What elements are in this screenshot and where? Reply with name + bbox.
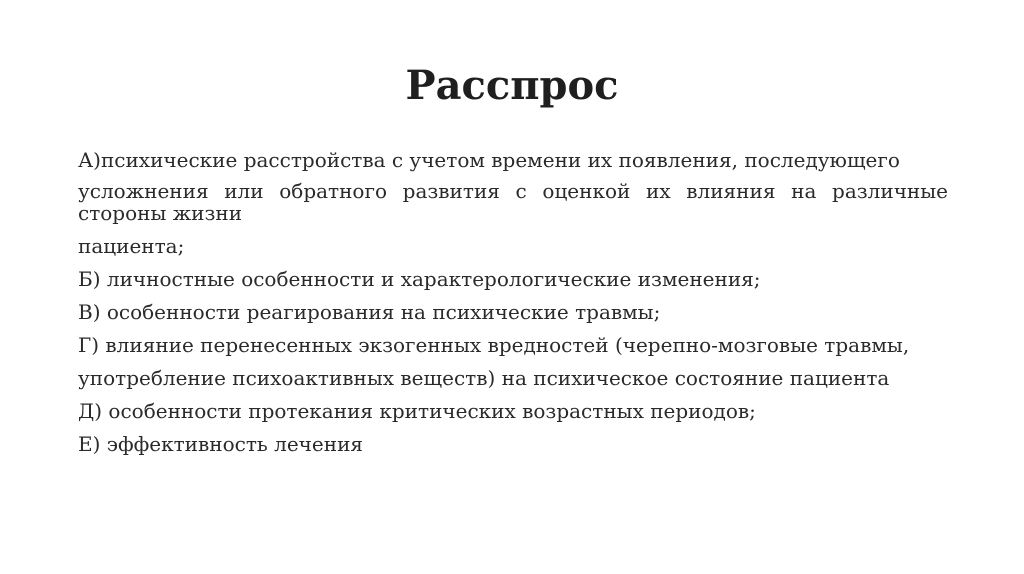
body-line-9: Д) особенности протекания критических возрастных периодов; bbox=[78, 399, 756, 423]
body-line-5: Б) личностные особенности и характерологические изменения; bbox=[78, 267, 761, 291]
body-line-2: усложнения или обратного развития с оценкой их влияния на различные bbox=[78, 179, 948, 203]
body-line-7: Г) влияние перенесенных экзогенных вредностей (черепно-мозговые травмы, bbox=[78, 333, 910, 357]
body-line-10: Е) эффективность лечения bbox=[78, 432, 364, 456]
slide-body bbox=[78, 148, 948, 457]
slide-title: Расспрос bbox=[405, 62, 619, 109]
body-line-8: употребление психоактивных веществ) на психическое состояние пациента bbox=[78, 366, 890, 390]
body-line-1: А)психические расстройства с учетом времени их появления, последующего bbox=[78, 148, 900, 172]
body-line-4: пациента; bbox=[78, 234, 185, 258]
body-line-3: стороны жизни bbox=[78, 201, 243, 225]
body-line-6: В) особенности реагирования на психические травмы; bbox=[78, 300, 661, 324]
